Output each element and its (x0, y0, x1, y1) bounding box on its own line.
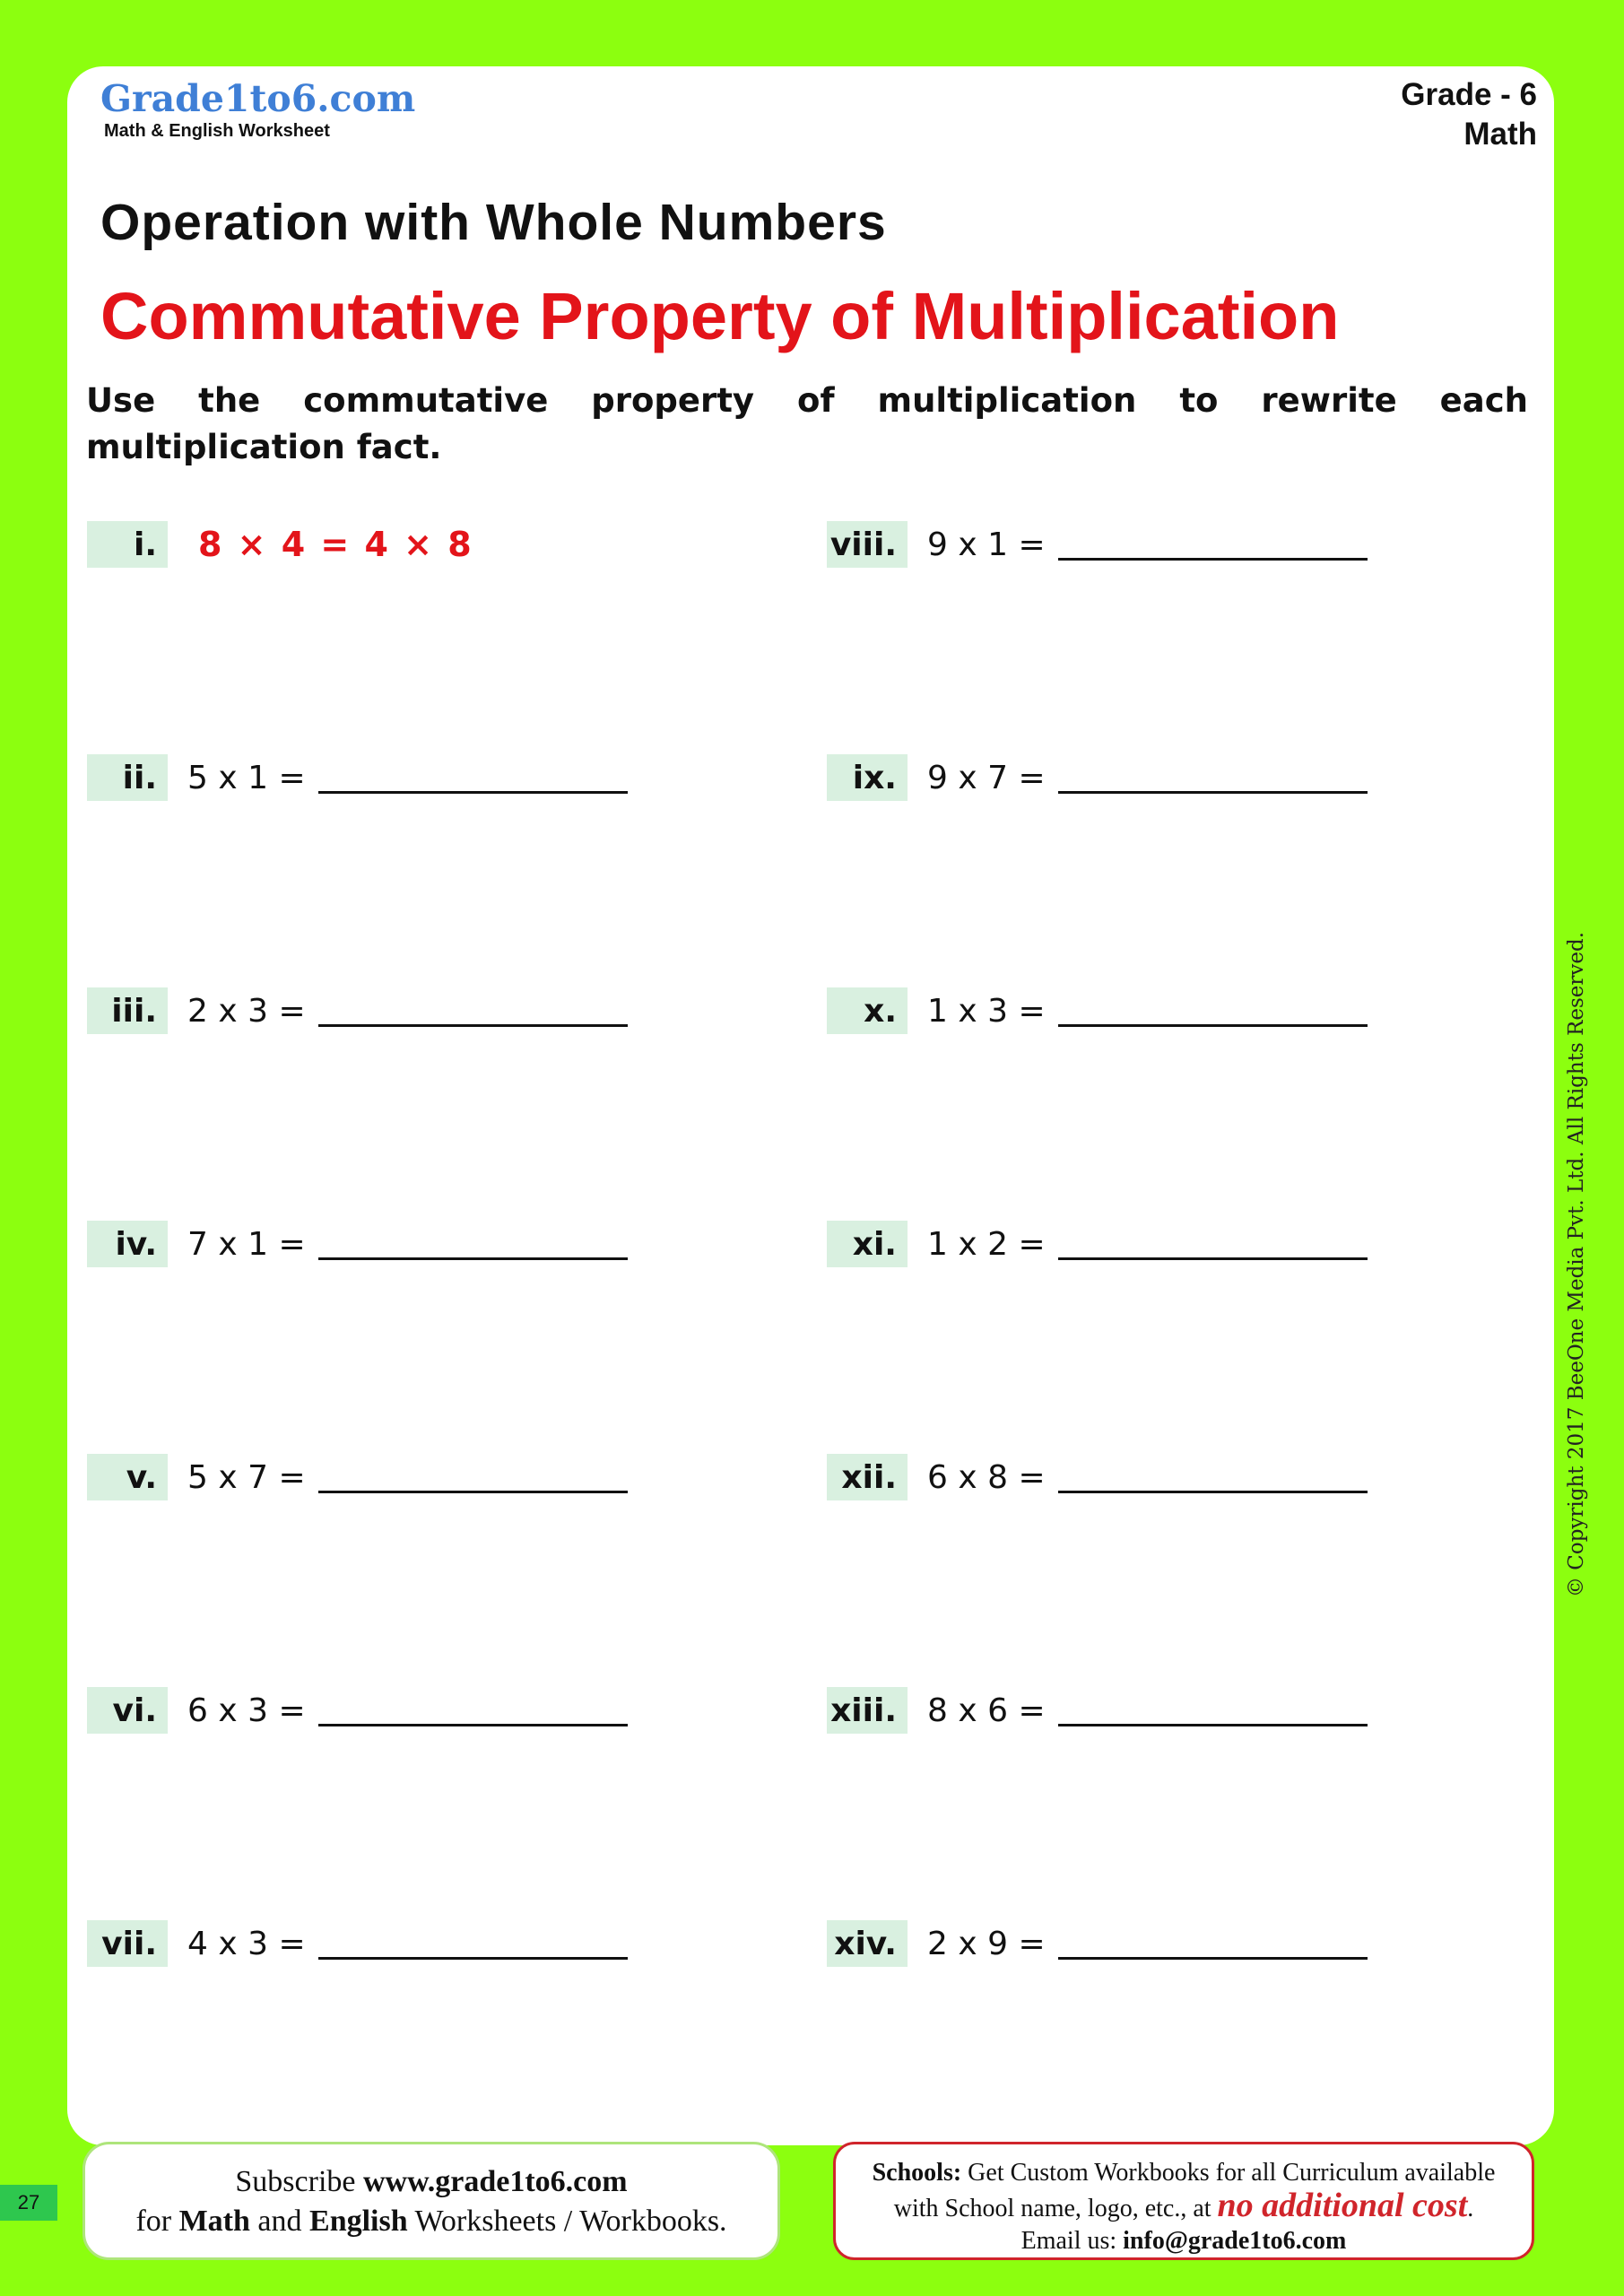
problem-item (827, 1221, 1368, 1267)
problem-expression: 7 x 1 = (187, 1225, 306, 1263)
example-answer: 8 × 4 = 4 × 8 (198, 525, 473, 564)
problem-number: i. (87, 521, 168, 568)
problem-number: xi. (827, 1221, 908, 1267)
problem-item (87, 521, 473, 568)
answer-blank[interactable] (318, 762, 628, 794)
subscribe-and: and (249, 2205, 310, 2238)
subscribe-line-2 (85, 2202, 777, 2241)
no-additional-cost: no additional cost (1217, 2187, 1468, 2224)
schools-text-2: with School name, logo, etc., at (893, 2195, 1218, 2222)
problem-number: ii. (87, 754, 168, 801)
topic-heading: Operation with Whole Numbers (100, 194, 887, 251)
answer-blank[interactable] (318, 1695, 628, 1726)
problem-number: xiii. (827, 1687, 908, 1734)
answer-blank[interactable] (1058, 1928, 1368, 1960)
answer-blank[interactable] (318, 1928, 628, 1960)
schools-text-1: Get Custom Workbooks for all Curriculum available (961, 2159, 1496, 2187)
subject: Math (1463, 117, 1537, 152)
problem-expression: 4 x 3 = (187, 1925, 306, 1962)
problem-expression: 8 x 6 = (927, 1692, 1046, 1729)
page-title: Commutative Property of Multiplication (100, 279, 1340, 353)
problem-number: viii. (827, 521, 908, 568)
brand-tagline: Math & English Worksheet (104, 121, 330, 141)
problem-number: vii. (87, 1920, 168, 1967)
problem-number: iv. (87, 1221, 168, 1267)
subscribe-english: English (309, 2205, 408, 2238)
answer-blank[interactable] (318, 1229, 628, 1260)
problem-item (827, 754, 1368, 801)
problem-number: iii. (87, 987, 168, 1034)
grade-level: Grade - 6 (1401, 77, 1537, 112)
problem-expression: 9 x 1 = (927, 526, 1046, 563)
answer-blank[interactable] (318, 1462, 628, 1493)
copyright-notice: © Copyright 2017 BeeOne Media Pvt. Ltd. All Rights Reserved. (1565, 931, 1588, 1598)
problem-number: ix. (827, 754, 908, 801)
problem-expression: 6 x 8 = (927, 1458, 1046, 1496)
schools-label: Schools: (872, 2159, 962, 2187)
problem-expression: 1 x 3 = (927, 992, 1046, 1030)
subscribe-math: Math (178, 2205, 250, 2238)
answer-blank[interactable] (1058, 996, 1368, 1027)
email-link[interactable]: info@grade1to6.com (1123, 2227, 1347, 2255)
schools-line-2 (836, 2189, 1532, 2225)
subscribe-banner (83, 2142, 780, 2260)
grade-label (1401, 75, 1537, 154)
problem-expression: 6 x 3 = (187, 1692, 306, 1729)
problem-item (87, 754, 628, 801)
answer-blank[interactable] (1058, 529, 1368, 561)
problem-item (87, 1221, 628, 1267)
answer-blank[interactable] (1058, 762, 1368, 794)
brand-name: Grade1to6.com (100, 77, 416, 120)
problem-number: xii. (827, 1454, 908, 1500)
problem-item (827, 987, 1368, 1034)
problem-item (87, 1687, 628, 1734)
problem-expression: 1 x 2 = (927, 1225, 1046, 1263)
problem-item (87, 1920, 628, 1967)
answer-blank[interactable] (318, 996, 628, 1027)
page-number: 27 (0, 2185, 57, 2221)
problem-item (87, 1454, 628, 1500)
instruction-text: Use the commutative property of multiplication to rewrite each multiplication fact. (86, 381, 1528, 466)
subscribe-for: for (135, 2205, 179, 2238)
brand-logo (100, 77, 415, 142)
email-label: Email us: (1020, 2227, 1124, 2255)
problem-expression: 2 x 9 = (927, 1925, 1046, 1962)
subscribe-suffix: Worksheets / Workbooks. (407, 2205, 727, 2238)
problem-expression: 9 x 7 = (927, 759, 1046, 796)
schools-banner (833, 2142, 1534, 2260)
answer-blank[interactable] (1058, 1462, 1368, 1493)
subscribe-line (85, 2162, 777, 2202)
problem-item (827, 521, 1368, 568)
subscribe-prefix: Subscribe (235, 2165, 363, 2198)
problem-expression: 2 x 3 = (187, 992, 306, 1030)
subscribe-url[interactable]: www.grade1to6.com (362, 2165, 628, 2198)
schools-period: . (1467, 2195, 1474, 2222)
problem-expression: 5 x 1 = (187, 759, 306, 796)
problem-item (827, 1454, 1368, 1500)
schools-line-1 (836, 2157, 1532, 2189)
problem-item (827, 1687, 1368, 1734)
problem-item (827, 1920, 1368, 1967)
problem-number: v. (87, 1454, 168, 1500)
problem-number: x. (827, 987, 908, 1034)
problem-expression: 5 x 7 = (187, 1458, 306, 1496)
problem-number: xiv. (827, 1920, 908, 1967)
answer-blank[interactable] (1058, 1695, 1368, 1726)
schools-line-3 (836, 2225, 1532, 2257)
problem-item (87, 987, 628, 1034)
answer-blank[interactable] (1058, 1229, 1368, 1260)
problem-number: vi. (87, 1687, 168, 1734)
